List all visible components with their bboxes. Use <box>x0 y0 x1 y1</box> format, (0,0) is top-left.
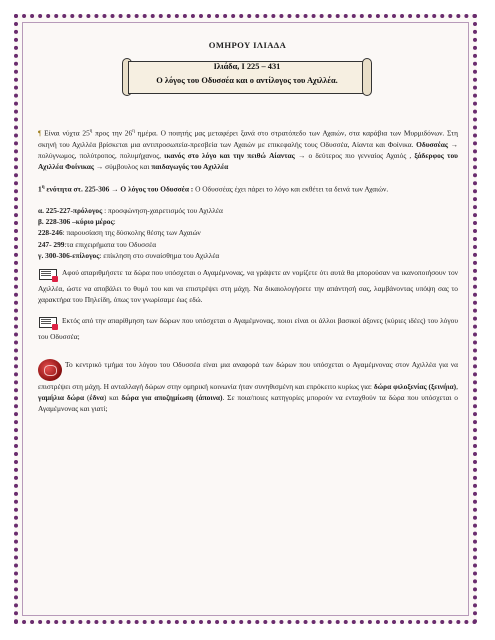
structure-item: α. 225-227-πρόλογος : προσφώνηση-χαιρετισμός του Αχιλλέα <box>38 205 223 215</box>
red-seal-icon <box>38 359 62 381</box>
spacer <box>38 305 458 315</box>
spacer <box>38 343 458 353</box>
page-title: ΟΜΗΡΟΥ ΙΛΙΑΔΑ <box>208 40 287 50</box>
structure-item: β. 228-306 –κύριο μέρος: <box>38 217 116 227</box>
structure-item: γ. 300-306-επίλογος: επίκληση στο συναίσθημα του Αχιλλέα <box>38 250 220 260</box>
structure-list <box>38 205 458 261</box>
notebook-icon <box>38 315 60 331</box>
spacer <box>38 195 458 205</box>
notebook-icon <box>38 267 60 283</box>
scroll-line-1: Ιλιάδα, Ι 225 – 431 <box>213 62 281 71</box>
scroll-line-2: Ο λόγος του Οδυσσέα και ο αντίλογος του Αχιλλέα. <box>156 76 338 85</box>
unit-heading: $1^\eta$ ενότητα στ. 225-306 → Ο λόγος του Οδυσσέα : Ο Οδυσσέας έχει πάρει το λόγο και εκθέτει τα δεινά των Αχαιών. <box>38 184 389 194</box>
document-body <box>38 126 458 414</box>
spacer <box>38 172 458 182</box>
structure-item: 228-246: παρουσίαση της δύσκολης θέσης των Αχαιών <box>38 228 201 238</box>
title-scroll-banner <box>118 58 376 96</box>
question-2: Εκτός από την απαρίθμηση των δώρων που υπόσχεται ο Αγαμέμνονας, ποιοι είναι οι άλλοι βασικοί άξονες (κύριες ιδέες) του λόγου του Οδυσσέα; <box>38 316 458 342</box>
paragraph-mark-icon: ¶ <box>38 128 42 138</box>
structure-item: 247- 299:τα επιχειρήματα του Οδυσσέα <box>38 239 157 249</box>
question-1: Αφού απαριθμήσετε τα δώρα που υπόσχεται ο Αγαμέμνονας, να γράψετε αν νομίζετε ότι αυτά θα μπορούσαν να ικανοποιήσουν τον Αχιλλέα, ώστε να αποβάλει το θυμό του και να επιστρέψει στη μάχη. Να δικαιολογήσετε την απάντησή σας, λαμβάνοντας υπόψη σας το χαρακτήρα του Πηλείδη, όπως τον γνωρίσαμε έως εδώ. <box>38 267 458 305</box>
question-3: Το κεντρικό τμήμα του λόγου του Οδυσσέα είναι μια αναφορά των δώρων που υπόσχεται ο Αγαμέμνονας στον Αχιλλέα για να επιστρέψει στη μάχη. Η ανταλλαγή δώρων στην ομηρική κοινωνία ήταν συνηθισμένη και επρόκειτο κυρίως για: δώρα φιλοξενίας (ξεινήια), γαμήλια δώρα (έδνα) και δώρα για αποζημίωση (άποινα). Σε ποια/ποιες κατηγορίες μπορούν να ενταχθούν τα δώρα που υπόσχεται ο Αγαμέμνονας και γιατί; <box>38 359 458 413</box>
intro-paragraph: ¶ Είναι νύχτα $25^\eta$ προς την $26^\eta$ ημέρα. Ο ποιητής μας μεταφέρει ξανά στο στρατόπεδο των Αχαιών, στα καράβια των Μυρμιδόνων. Στη σκηνή του Αχιλλέα βρίσκεται μια αντιπροσωπεία-πρεσβεία των Αχαιών με επικεφαλής τους Οδυσσέα, Αίαντα και Φοίνικα. Οδυσσέας → πολύγνωμος, πολύτροπος, πολυμήχανος, ικανός στο λόγο και την πειθώ Αίαντας → ο δεύτερος πιο γενναίος Αχαιός , ξάδερφος του Αχιλλέα Φοίνικας → σύμβουλος και παιδαγωγός του Αχιλλέα <box>38 128 458 172</box>
